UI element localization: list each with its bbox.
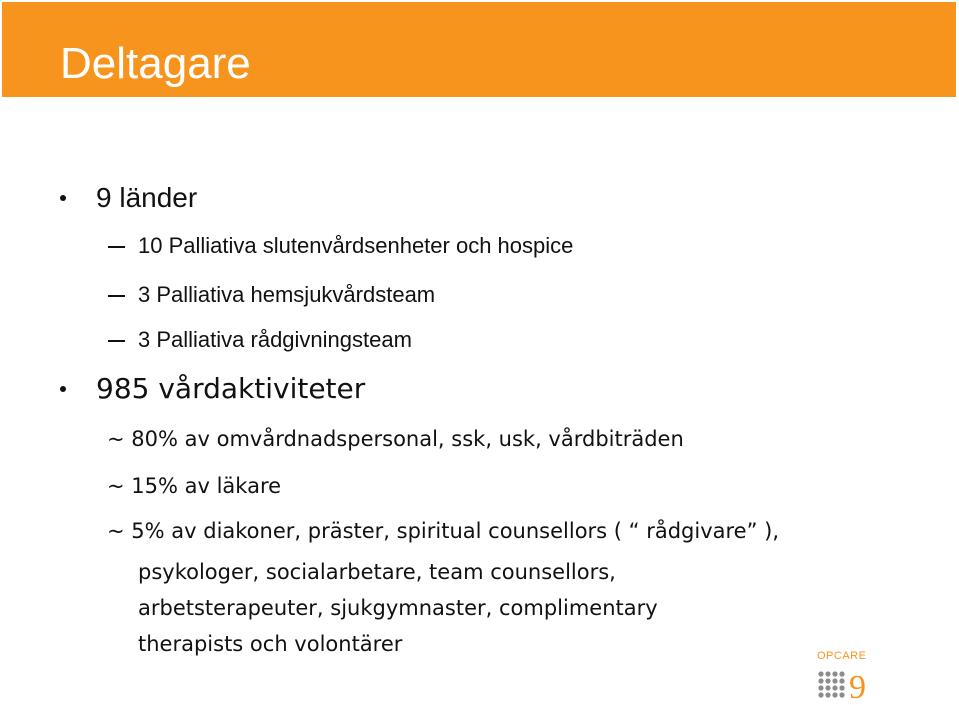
subitem-other-professions-cont-3: therapists och volontärer: [138, 632, 403, 656]
subitem-home-care-teams: 3 Palliativa hemsjukvårdsteam: [138, 282, 436, 307]
subitem-inpatient-units: 10 Palliativa slutenvårdsenheter och hospice: [138, 233, 574, 258]
bullet-care-activities: 985 vårdaktiviteter: [96, 372, 366, 405]
subitem-other-professions-cont-2: arbetsterapeuter, sjukgymnaster, complimentary: [138, 596, 658, 620]
slide-title: Deltagare: [60, 39, 251, 88]
subitem-other-professions-cont-1: psykologer, socialarbetare, team counsellors,: [138, 560, 616, 584]
bullet-dot: [60, 386, 66, 392]
subitem-nursing-staff: ~ 80% av omvårdnadspersonal, ssk, usk, vårdbiträden: [107, 427, 684, 451]
subitem-advisory-teams: 3 Palliativa rådgivningsteam: [138, 327, 412, 352]
subitem-physicians: ~ 15% av läkare: [107, 474, 282, 498]
logo-number: 9: [849, 669, 866, 700]
dash-icon: [108, 246, 125, 248]
subitem-other-professions: ~ 5% av diakoner, präster, spiritual counsellors ( “ rådgivare” ),: [107, 519, 780, 543]
bullet-countries: 9 länder: [96, 182, 198, 213]
logo-wordmark: OPCARE: [817, 650, 867, 662]
bullet-dot: [60, 195, 66, 201]
opcare9-logo: [816, 652, 886, 700]
dash-icon: [108, 340, 125, 342]
dash-icon: [108, 295, 125, 297]
